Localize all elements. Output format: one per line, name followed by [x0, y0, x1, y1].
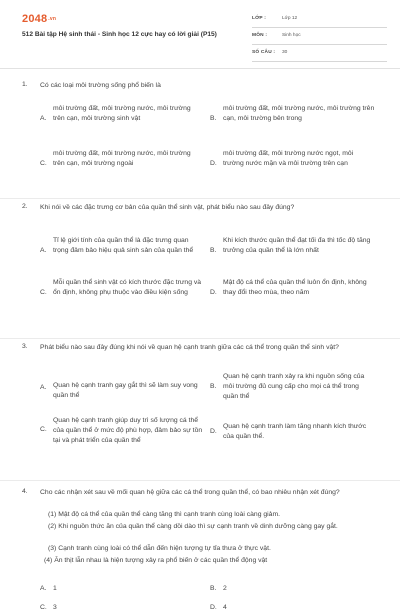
question-text: Phát biểu nào sau đây đúng khi nói về quan hệ cạnh tranh giữa các cá thể trong quần thể sinh vật? — [40, 344, 339, 351]
meta-row-count — [252, 48, 387, 62]
option-text: 3 — [53, 604, 57, 611]
option-letter: D. — [210, 160, 217, 167]
option-letter: D. — [210, 428, 217, 435]
statement-3: (3) Cạnh tranh cùng loài có thể dẫn đến hiện tượng tự tỉa thưa ở thực vật. — [48, 545, 271, 552]
meta-value: 30 — [282, 50, 288, 55]
statement-1: (1) Mật độ cá thể của quần thể càng tăng thì cạnh tranh cùng loài càng giảm. — [48, 511, 281, 518]
meta-label: LỚP : — [252, 16, 267, 21]
option-letter: B. — [210, 247, 217, 254]
option-letter: D. — [210, 604, 217, 611]
statement-4: (4) Ăn thịt lẫn nhau là hiện tượng xảy ra phổ biến ở các quần thể động vật — [44, 557, 268, 564]
meta-label: SỐ CÂU : — [252, 50, 276, 55]
site-logo[interactable] — [22, 13, 56, 25]
option-text: Quan hệ cạnh tranh gay gắt thì sẽ làm suy vong quần thể — [53, 382, 198, 399]
option-letter: A. — [40, 384, 47, 391]
page-header — [0, 0, 400, 69]
option-text: Quan hệ cạnh tranh xảy ra khi nguồn sống của môi trường đủ cung cấp cho mọi cá thể trong quần thể — [223, 373, 365, 400]
question-text: Cho các nhận xét sau về mối quan hệ giữa các cá thể trong quần thể, có bao nhiêu nhận xét đúng? — [40, 489, 340, 496]
question-number: 1. — [22, 81, 28, 88]
question-text: Có các loại môi trường sống phổ biến là — [40, 82, 161, 89]
question-number: 4. — [22, 488, 28, 495]
meta-value: Sinh học — [282, 33, 301, 38]
option-letter: B. — [210, 585, 217, 592]
option-text: Quan hệ cạnh tranh làm tăng nhanh kích thước của quần thể. — [223, 423, 367, 440]
logo-suffix: .vn — [48, 16, 57, 22]
option-text: môi trường đất, môi trường nước, môi trường trên cạn, môi trường ngoài — [53, 150, 191, 167]
option-letter: B. — [210, 383, 217, 390]
option-letter: A. — [40, 585, 47, 592]
option-letter: B. — [210, 115, 217, 122]
option-text: Mỗi quần thể sinh vật có kích thước đặc trưng và ổn định, không phụ thuộc vào điều kiện sống — [53, 279, 202, 296]
option-text: Mật độ cá thể của quần thể luôn ổn định, không thay đổi theo mùa, theo năm — [223, 279, 367, 296]
meta-panel — [252, 14, 387, 65]
option-text: Khi kích thước quần thể đạt tối đa thì tốc độ tăng trưởng của quần thể là lớn nhất — [223, 237, 371, 254]
question-2 — [0, 198, 400, 339]
option-text: 1 — [53, 585, 57, 592]
option-text: môi trường đất, môi trường nước ngọt, môi trường nước mặn và môi trường trên cạn — [223, 150, 354, 167]
option-text: Tỉ lệ giới tính của quần thể là đặc trưng quan trọng đảm bảo hiệu quả sinh sản của quần thể — [53, 237, 194, 254]
question-text: Khi nói về các đặc trưng cơ bản của quần thể sinh vật, phát biểu nào sau đây đúng? — [40, 204, 295, 211]
option-letter: C. — [40, 426, 47, 433]
option-text: môi trường đất, môi trường nước, môi trường trên cạn, môi trường bên trong — [223, 105, 375, 122]
question-number: 2. — [22, 203, 28, 210]
option-letter: A. — [40, 247, 47, 254]
document-title: 512 Bài tập Hệ sinh thái - Sinh học 12 cực hay có lời giải (P15) — [22, 31, 217, 38]
question-1 — [0, 68, 400, 199]
logo-text: 2048 — [22, 13, 48, 25]
option-letter: A. — [40, 115, 47, 122]
option-letter: C. — [40, 289, 47, 296]
question-4 — [0, 480, 400, 611]
option-letter: D. — [210, 289, 217, 296]
question-3 — [0, 338, 400, 481]
option-letter: C. — [40, 160, 47, 167]
meta-row-class — [252, 14, 387, 28]
option-text: 2 — [223, 585, 227, 592]
option-text: môi trường đất, môi trường nước, môi trường trên cạn, môi trường sinh vật — [53, 105, 191, 122]
option-text: Quan hệ cạnh tranh giúp duy trì số lượng cá thể của quần thể ở mức độ phù hợp, đảm bảo sự tồn tại và phát triển của quần thể — [53, 417, 203, 444]
statement-2: (2) Khi nguồn thức ăn của quần thể càng dồi dào thì sự cạnh tranh về dinh dưỡng càng gay gắt. — [48, 523, 338, 530]
meta-row-subject — [252, 31, 387, 45]
meta-label: MÔN : — [252, 33, 268, 38]
question-number: 3. — [22, 343, 28, 350]
option-letter: C. — [40, 604, 47, 611]
option-text: 4 — [223, 604, 227, 611]
meta-value: Lớp 12 — [282, 16, 298, 21]
